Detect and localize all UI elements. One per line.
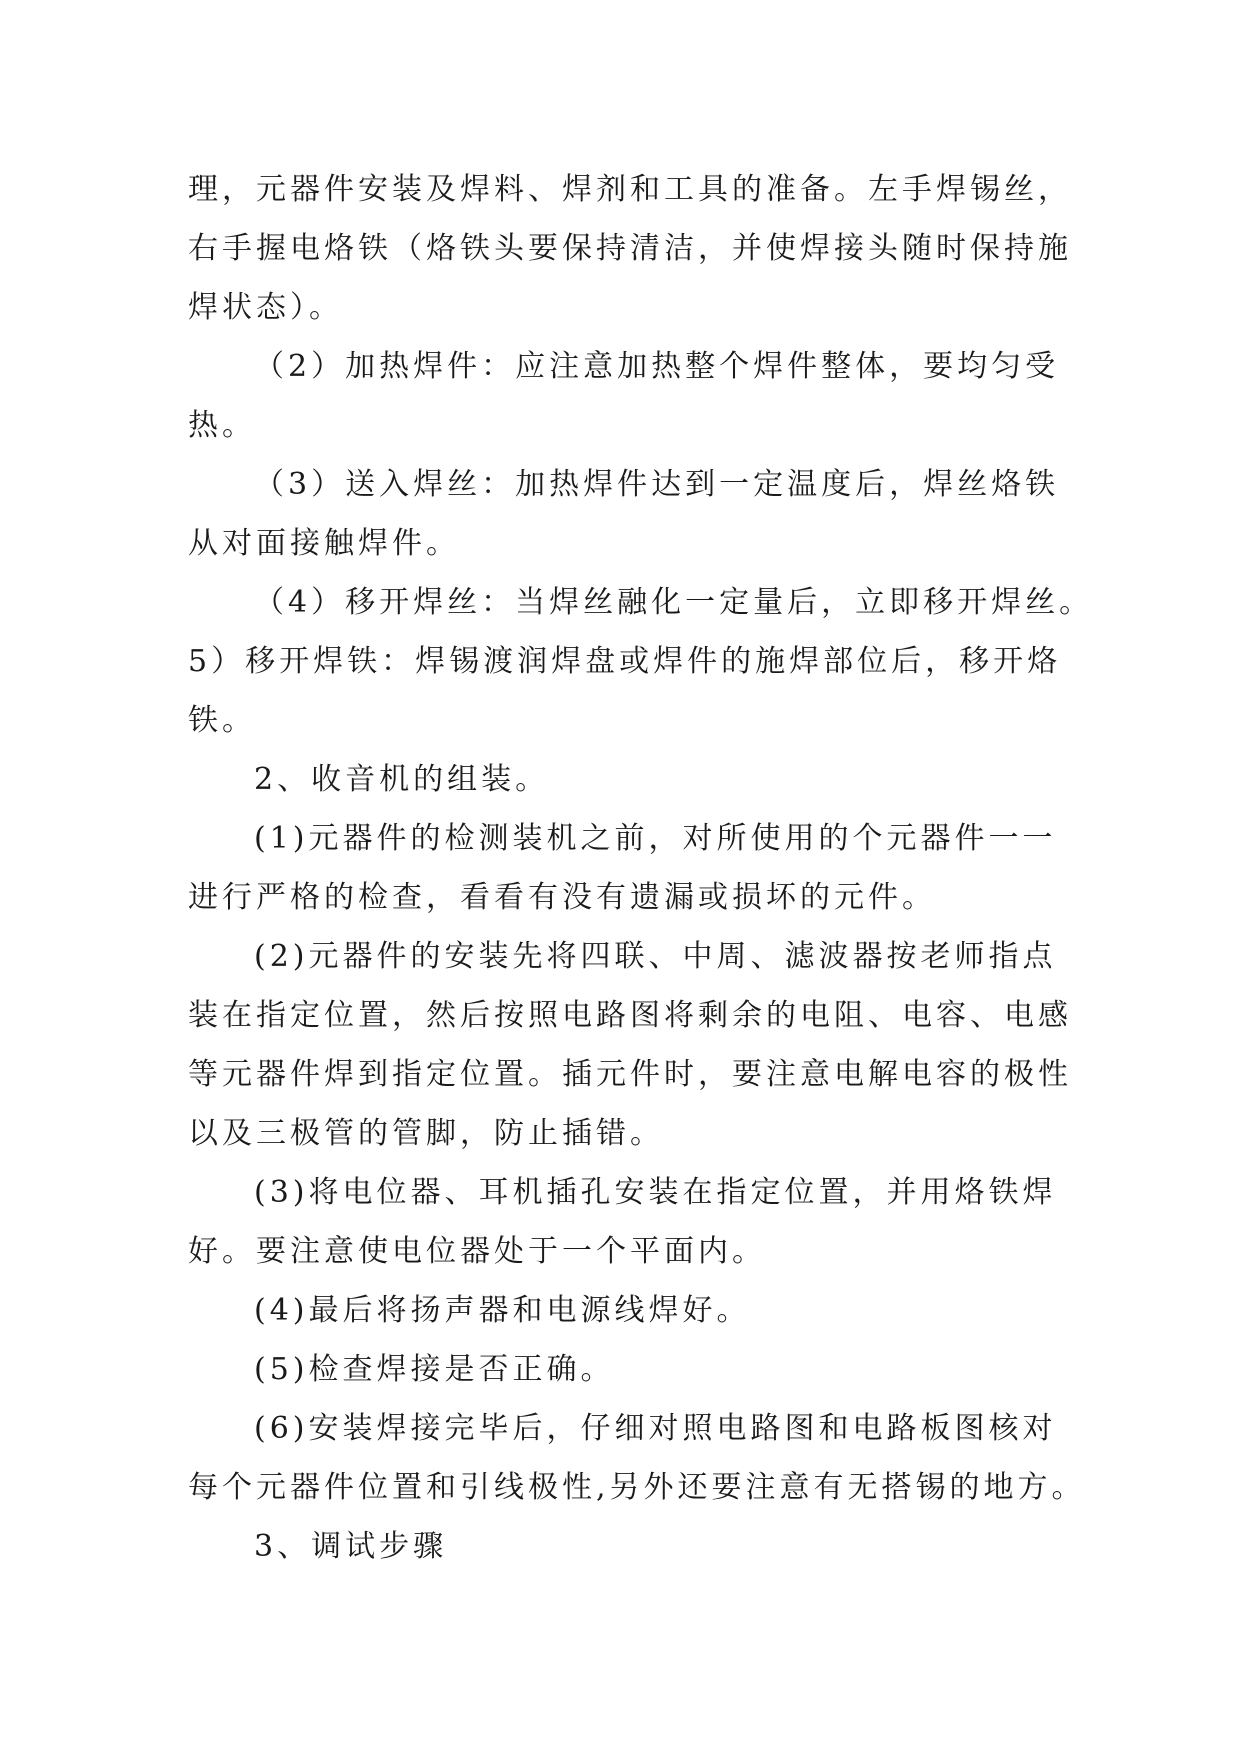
- assembly-step-2-line: (2)元器件的安装先将四联、中周、滤波器按老师指点: [254, 939, 1057, 974]
- paragraph-line: 装在指定位置，然后按照电路图将剩余的电阻、电容、电感: [188, 998, 1072, 1033]
- paragraph-line: 以及三极管的管脚，防止插错。: [188, 1116, 664, 1151]
- paragraph-line: 理，元器件安装及焊料、焊剂和工具的准备。左手焊锡丝，: [188, 172, 1072, 207]
- section-heading-debugging: 3、调试步骤: [254, 1529, 448, 1564]
- assembly-step-5-line: (5)检查焊接是否正确。: [254, 1352, 615, 1387]
- step-feed-solder-line: （3）送入焊丝：加热焊件达到一定温度后，焊丝烙铁: [254, 467, 1060, 502]
- paragraph-line: 右手握电烙铁（烙铁头要保持清洁，并使焊接头随时保持施: [188, 231, 1072, 266]
- paragraph-line: 从对面接触焊件。: [188, 526, 460, 561]
- paragraph-line: 每个元器件位置和引线极性,另外还要注意有无搭锡的地方。: [188, 1470, 1086, 1505]
- section-heading-assembly: 2、收音机的组装。: [254, 762, 550, 797]
- paragraph-line: 焊状态）。: [188, 290, 343, 325]
- paragraph-line: 好。要注意使电位器处于一个平面内。: [188, 1234, 766, 1269]
- assembly-step-3-line: (3)将电位器、耳机插孔安装在指定位置，并用烙铁焊: [254, 1175, 1057, 1210]
- step-remove-iron-line: 5）移开焊铁：焊锡渡润焊盘或焊件的施焊部位后，移开烙: [188, 644, 1062, 679]
- paragraph-line: 热。: [188, 408, 256, 443]
- step-heating-line: （2）加热焊件：应注意加热整个焊件整体，要均匀受: [254, 349, 1060, 384]
- assembly-step-4-line: (4)最后将扬声器和电源线焊好。: [254, 1293, 751, 1328]
- paragraph-line: 进行严格的检查，看看有没有遗漏或损坏的元件。: [188, 880, 936, 915]
- assembly-step-6-line: (6)安装焊接完毕后，仔细对照电路图和电路板图核对: [254, 1411, 1057, 1446]
- step-remove-solder-line: （4）移开焊丝：当焊丝融化一定量后，立即移开焊丝。: [254, 585, 1094, 620]
- document-body: [188, 160, 1094, 1576]
- paragraph-line: 铁。: [188, 703, 256, 738]
- assembly-step-1-line: (1)元器件的检测装机之前，对所使用的个元器件一一: [254, 821, 1057, 856]
- paragraph-line: 等元器件焊到指定位置。插元件时，要注意电解电容的极性: [188, 1057, 1072, 1092]
